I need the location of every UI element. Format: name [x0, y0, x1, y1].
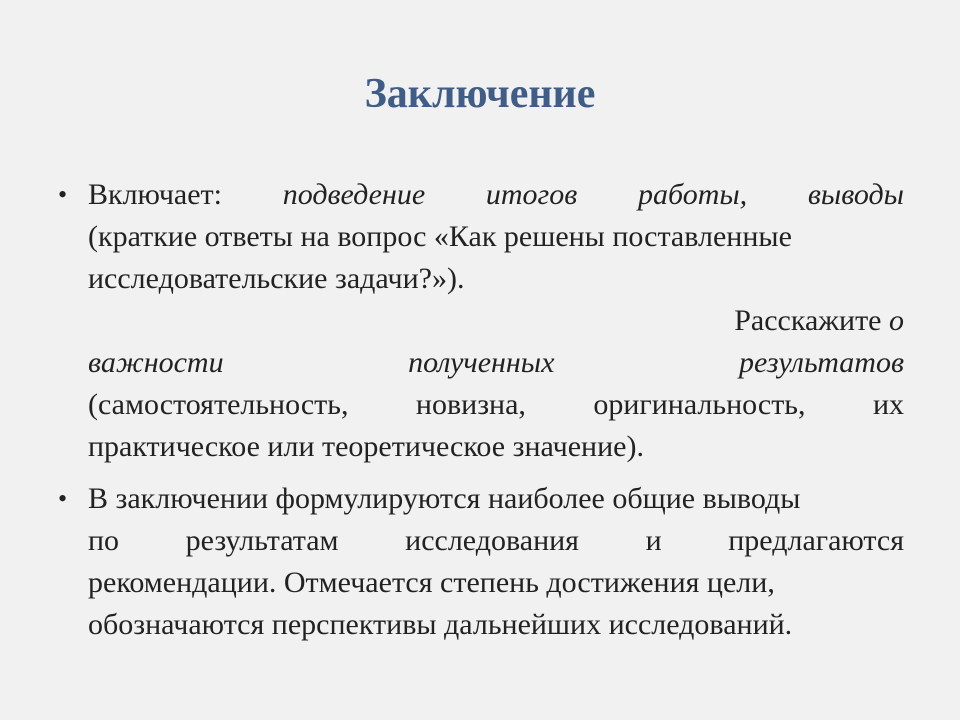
text-line [88, 342, 904, 384]
text-line [88, 174, 904, 216]
text-word: их [872, 388, 904, 421]
text-line [88, 300, 904, 342]
text-line [88, 384, 904, 426]
text-word: Включает: [88, 178, 222, 211]
text-word: и [645, 524, 662, 557]
text-word: полученных [408, 346, 555, 379]
text-word: по [88, 524, 120, 557]
text-word: Расскажите [734, 304, 889, 337]
text-line: В заключении формулируются наиболее общие выводы [88, 482, 801, 515]
bullet-item-2 [58, 478, 904, 646]
text-line: обозначаются перспективы дальнейших исследований. [88, 608, 793, 641]
text-word: оригинальность, [593, 388, 806, 421]
text-line: рекомендации. Отмечается степень достижения цели, [88, 566, 775, 599]
text-word: новизна, [415, 388, 526, 421]
text-word: итогов [485, 178, 578, 211]
text-word: исследования [405, 524, 579, 557]
text-word: о [889, 304, 904, 337]
text-word: подведение [282, 178, 426, 211]
text-line: исследовательские задачи?»). [88, 262, 465, 295]
text-word: предлагаются [728, 524, 904, 557]
text-line: (краткие ответы на вопрос «Как решены поставленные [88, 220, 792, 253]
slide-content [58, 174, 904, 656]
bullet-marker: • [58, 180, 68, 209]
text-word: важности [88, 346, 224, 379]
text-word: работы, [638, 178, 748, 211]
text-word: результатов [739, 346, 904, 379]
bullet-item-1 [58, 174, 904, 468]
text-line: практическое или теоретическое значение). [88, 430, 644, 463]
bullet-marker: • [58, 484, 68, 513]
text-word: результатам [185, 524, 339, 557]
text-line [88, 520, 904, 562]
text-word: выводы [807, 178, 904, 211]
text-word: (самостоятельность, [88, 388, 349, 421]
slide-title: Заключение [364, 71, 596, 117]
